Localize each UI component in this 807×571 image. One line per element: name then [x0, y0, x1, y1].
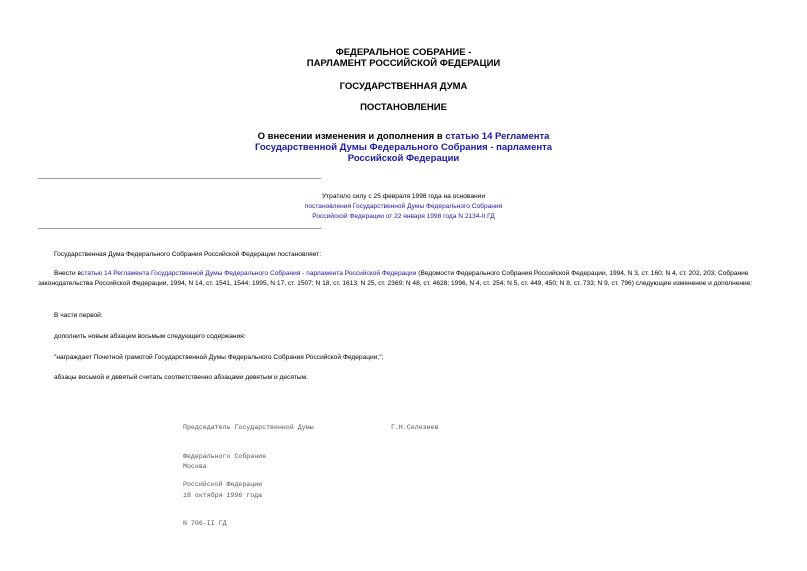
paragraph-quote: [38, 353, 778, 363]
lost-force-link-line-2[interactable]: Российской Федерации от 22 января 1998 года N 2134-II ГД: [312, 213, 495, 220]
document-title: [0, 131, 807, 164]
paragraph-amend-prefix: Внести в: [54, 270, 82, 277]
signature-line-3: Российской Федерации: [183, 481, 263, 488]
paragraph-add-text: дополнить новым абзацем восьмым следующего содержания:: [54, 333, 246, 340]
duma-heading: ГОСУДАРСТВЕННАЯ ДУМА: [339, 81, 468, 92]
place-city: Москва: [183, 463, 207, 470]
signature-line-1: Председатель Государственной Думы: [183, 424, 314, 431]
paragraph-quote-text: "награждает Почетной грамотой Государственной Думы Федерального Собрания Российской Федерации,";: [54, 354, 384, 361]
signature-line-2: Федерального Собрания: [183, 452, 267, 460]
paragraph-renumber: [38, 373, 778, 383]
org-line-2: ПАРЛАМЕНТ РОССИЙСКОЙ ФЕДЕРАЦИИ: [306, 58, 501, 69]
title-link-line-2[interactable]: Государственной Думы Федерального Собрания - парламента: [254, 142, 553, 153]
org-line-1: ФЕДЕРАЛЬНОЕ СОБРАНИЕ -: [335, 47, 472, 58]
lost-force-note: [250, 192, 557, 222]
doc-type-heading: ПОСТАНОВЛЕНИЕ: [360, 102, 447, 113]
divider-top: [38, 178, 321, 179]
paragraph-renumber-text: абзацы восьмой и девятый считать соответственно абзацами девятым и десятым.: [54, 374, 309, 381]
lost-force-line: Утратило силу с 25 февраля 1998 года на основании: [321, 193, 486, 200]
title-prefix: О внесении изменения и дополнения в: [257, 131, 446, 142]
paragraph-amend: [38, 269, 778, 289]
place-date: 18 октября 1996 года: [183, 491, 263, 499]
paragraph-decree: [38, 250, 778, 260]
article-14-link[interactable]: статью 14 Регламента Государственной Думы Федерального Собрания - парламента Российской Федерации: [81, 270, 417, 277]
paragraph-amend-rest: (Ведомости Федерального Собрания Российской Федерации, 1994, N 3, ст. 160; N 4, ст. 202, 203; Собрание законодательства Российской Федерации, 1994, N 14, ст. 1541, 1544; 1995, N 17, ст. 1507; N 18, ст. 1613; N 25, ст. 2369; N 48, ст. 4628; 1996, N 4, ст. 254; N 5, ст. 449, 450; N 8, ст. 733; N 9, ст. 796) следующие изменение и дополнение:: [38, 270, 753, 287]
paragraph-part-one: [38, 311, 778, 321]
title-link-article-14[interactable]: статью 14 Регламента: [445, 131, 550, 142]
paragraph-part-one-text: В части первой:: [54, 312, 103, 319]
org-heading: [0, 47, 807, 69]
paragraph-decree-text: Государственная Дума Федерального Собрания Российской Федерации постановляет:: [54, 251, 322, 258]
title-link-line-3[interactable]: Российской Федерации: [347, 153, 460, 164]
place-date-block: [183, 443, 262, 548]
divider-bottom: [38, 228, 321, 229]
document-number: N 706-II ГД: [183, 520, 227, 527]
signatory-name: Г.Н.Селезнев: [391, 424, 439, 431]
lost-force-link-line-1[interactable]: постановления Государственной Думы Федерального Собрания: [304, 203, 503, 210]
paragraph-add: [38, 332, 778, 342]
